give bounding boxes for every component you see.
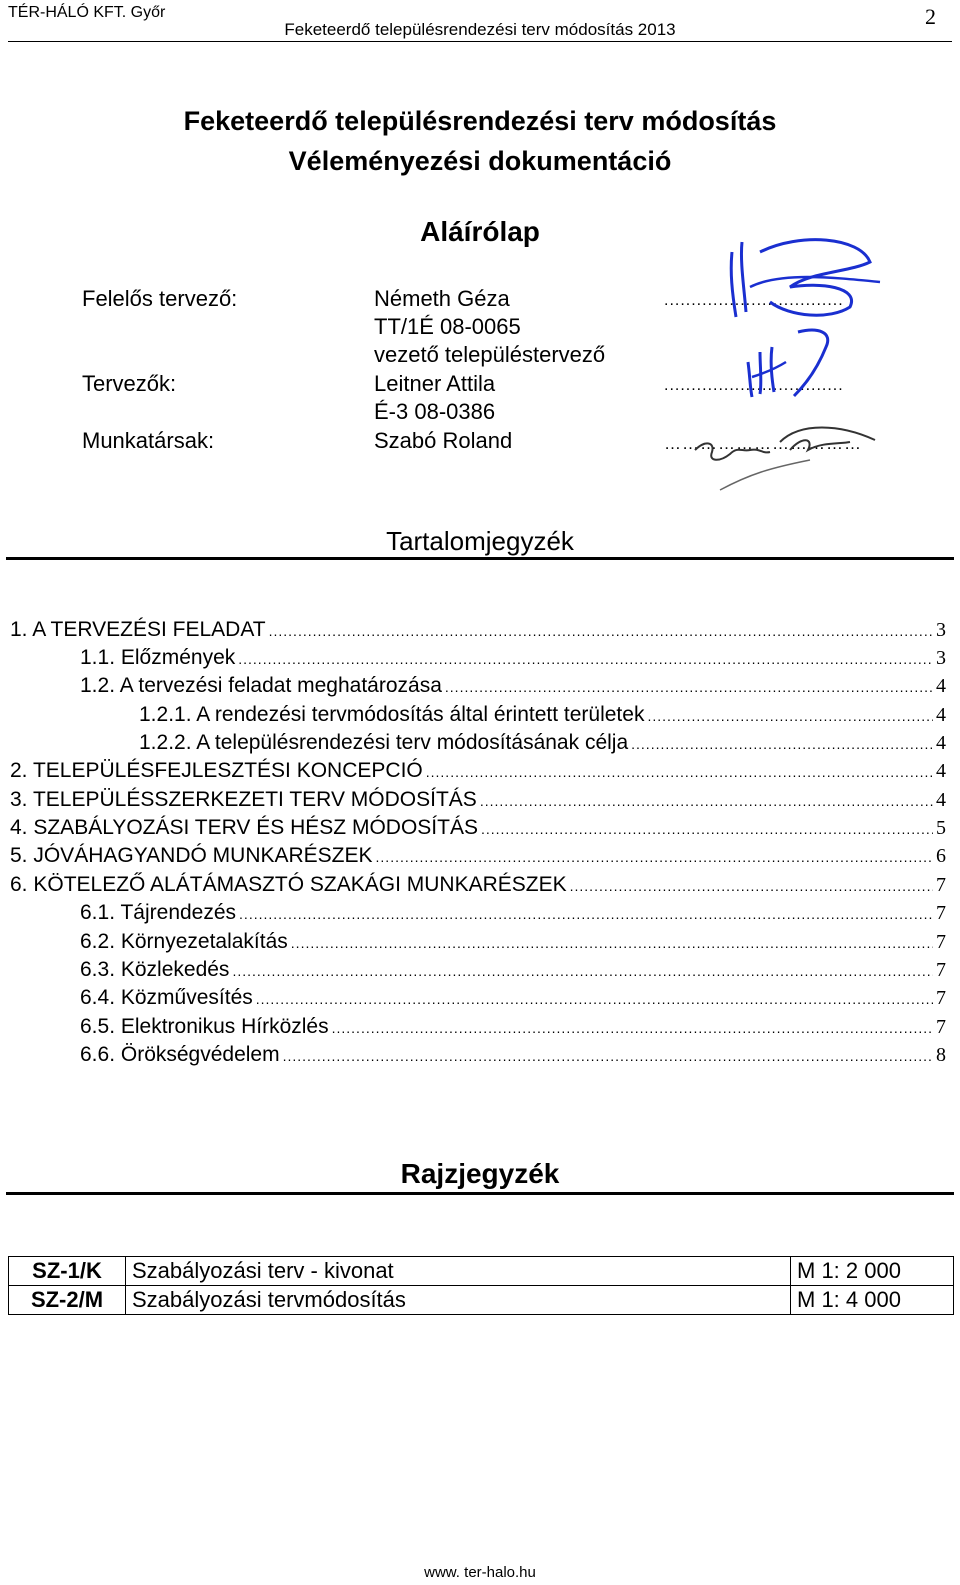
toc-leader (631, 736, 933, 752)
toc-leader (238, 651, 933, 667)
drawing-code: SZ-1/K (9, 1257, 126, 1286)
staff-name: Szabó Roland (374, 428, 513, 453)
page-number: 2 (925, 4, 936, 29)
toc-entry-page: 7 (936, 1016, 946, 1038)
toc-entry-text: 5. JÓVÁHAGYANDÓ MUNKARÉSZEK (10, 844, 373, 867)
toc-entry-page: 4 (936, 732, 946, 754)
toc-leader (269, 623, 933, 639)
document-title: Feketeerdő településrendezési terv módosítás (183, 106, 777, 136)
drawing-scale: M 1: 2 000 (791, 1257, 954, 1286)
toc-leader (376, 849, 933, 865)
toc-entry[interactable] (80, 901, 946, 929)
footer-website: www. ter-halo.hu (424, 1564, 536, 1581)
toc-entry[interactable] (80, 930, 946, 958)
toc-entry-page: 7 (936, 902, 946, 924)
toc-entry-page: 4 (936, 789, 946, 811)
toc-entry-page: 7 (936, 874, 946, 896)
table-row (9, 1257, 954, 1286)
toc-leader (647, 708, 933, 724)
toc-entry-text: 6.4. Közművesítés (80, 986, 253, 1009)
toc-entry-text: 1.2.2. A településrendezési terv módosításának célja (139, 731, 629, 754)
toc-entry[interactable] (80, 958, 946, 986)
toc-entry-page: 4 (936, 704, 946, 726)
toc-leader (291, 935, 933, 951)
toc-entry-text: 3. TELEPÜLÉSSZERKEZETI TERV MÓDOSÍTÁS (10, 788, 477, 811)
toc-entry-text: 4. SZABÁLYOZÁSI TERV ÉS HÉSZ MÓDOSÍTÁS (10, 816, 478, 839)
planner-registration: É-3 08-0386 (374, 399, 496, 424)
signature-leitner-icon (738, 322, 848, 402)
toc-entry-page: 7 (936, 987, 946, 1009)
toc-entry-text: 6. KÖTELEZŐ ALÁTÁMASZTÓ SZAKÁGI MUNKARÉSZEK (10, 873, 567, 896)
toc-leader (232, 963, 933, 979)
toc-leader (239, 906, 933, 922)
toc-leader (283, 1048, 933, 1064)
drawing-scale: M 1: 4 000 (791, 1286, 954, 1315)
toc-entry-text: 6.2. Környezetalakítás (80, 930, 288, 953)
toc-entry[interactable] (80, 674, 946, 702)
toc-leader (332, 1020, 933, 1036)
toc-entry[interactable] (80, 1043, 946, 1071)
responsible-planner-role: vezető településtervező (374, 342, 606, 367)
drawing-name: Szabályozási tervmódosítás (126, 1286, 791, 1315)
responsible-planner-label: Felelős tervező: (82, 286, 238, 311)
toc-entry[interactable] (10, 844, 946, 872)
signature-line-3: …………………………… (664, 434, 862, 453)
signature-nemeth-icon (710, 232, 890, 322)
toc-entry-page: 3 (936, 647, 946, 669)
toc-entry[interactable] (139, 731, 946, 759)
signature-sheet-heading: Aláírólap (420, 216, 540, 247)
staff-label: Munkatársak: (82, 428, 215, 453)
drawings-divider (6, 1192, 954, 1195)
toc-entry-text: 6.6. Örökségvédelem (80, 1043, 280, 1066)
toc-entry-page: 7 (936, 959, 946, 981)
toc-entry-page: 4 (936, 675, 946, 697)
signature-szabo-icon (690, 412, 890, 494)
toc-entry-page: 3 (936, 619, 946, 641)
toc-entry[interactable] (80, 1015, 946, 1043)
header-document-title: Feketeerdő településrendezési terv módosítás 2013 (284, 20, 676, 39)
toc-entry-page: 7 (936, 931, 946, 953)
signature-line-2: ................................. (664, 377, 844, 394)
toc-leader (570, 878, 933, 894)
toc-entry[interactable] (80, 986, 946, 1014)
toc-leader (256, 991, 933, 1007)
toc-entry-text: 6.5. Elektronikus Hírközlés (80, 1015, 329, 1038)
toc-entry-page: 5 (936, 817, 946, 839)
drawing-name: Szabályozási terv - kivonat (126, 1257, 791, 1286)
toc-leader (426, 764, 933, 780)
toc-entry-page: 8 (936, 1044, 946, 1066)
header-company: TÉR-HÁLÓ KFT. Győr (8, 4, 166, 21)
toc-entry[interactable] (10, 873, 946, 901)
toc-leader (445, 679, 933, 695)
document-subtitle: Véleményezési dokumentáció (288, 146, 672, 176)
toc-entry-text: 6.3. Közlekedés (80, 958, 230, 981)
toc-entry-text: 1.2. A tervezési feladat meghatározása (80, 674, 442, 697)
toc-leader (480, 793, 933, 809)
toc-entry[interactable] (10, 788, 946, 816)
toc-leader (481, 821, 933, 837)
toc-entry-text: 1.1. Előzmények (80, 646, 236, 669)
toc-entry-text: 1. A TERVEZÉSI FELADAT (10, 618, 266, 641)
toc-entry-page: 6 (936, 845, 946, 867)
responsible-planner-name: Németh Géza (374, 286, 510, 311)
drawings-heading: Rajzjegyzék (400, 1158, 560, 1189)
toc-entry-text: 1.2.1. A rendezési tervmódosítás által érintett területek (139, 703, 645, 726)
toc-entry[interactable] (80, 646, 946, 674)
toc-entry[interactable] (10, 759, 946, 787)
toc-entry[interactable] (139, 703, 946, 731)
toc-entry-page: 4 (936, 760, 946, 782)
planners-label: Tervezők: (82, 371, 177, 396)
signature-line-1: ................................. (664, 292, 844, 309)
toc-entry-text: 2. TELEPÜLÉSFEJLESZTÉSI KONCEPCIÓ (10, 759, 423, 782)
planner-name: Leitner Attila (374, 371, 496, 396)
toc-divider (6, 557, 954, 560)
header-divider (8, 41, 952, 42)
table-row (9, 1286, 954, 1315)
drawings-table (8, 1256, 954, 1315)
drawing-code: SZ-2/M (9, 1286, 126, 1315)
toc-entry[interactable] (10, 618, 946, 646)
responsible-planner-registration: TT/1É 08-0065 (374, 314, 521, 339)
toc-entry-text: 6.1. Tájrendezés (80, 901, 237, 924)
toc-heading: Tartalomjegyzék (386, 526, 574, 556)
toc-entry[interactable] (10, 816, 946, 844)
